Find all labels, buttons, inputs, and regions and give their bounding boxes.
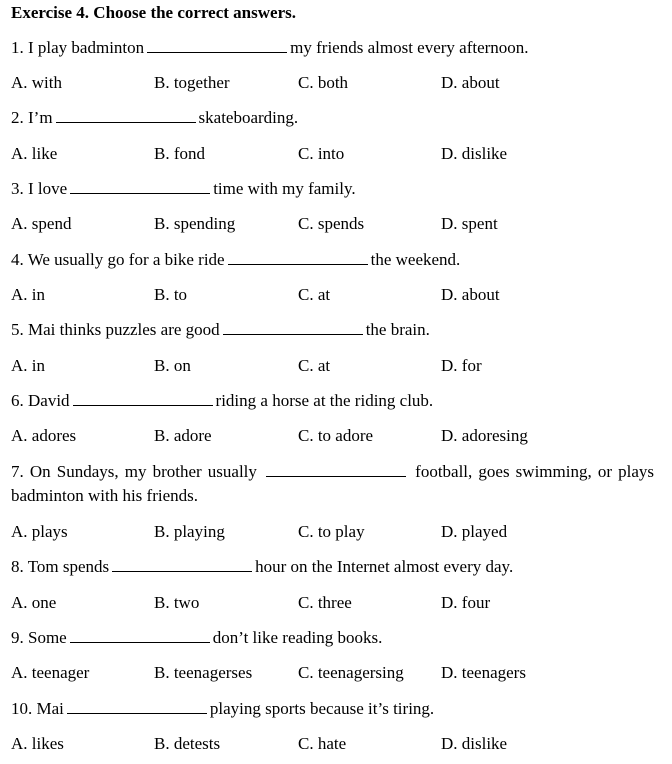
question-7: [11, 460, 654, 508]
question-10: [11, 697, 434, 721]
question-9: [11, 626, 382, 650]
option-c: C. three: [298, 593, 352, 612]
option-d: D. adoresing: [441, 426, 528, 445]
option-b: B. adore: [154, 426, 212, 445]
option-b: B. teenagerses: [154, 663, 253, 682]
answer-blank: [70, 628, 210, 643]
exercise-title: Exercise 4. Choose the correct answers.: [11, 3, 296, 22]
question-10-text: 10. Mai: [11, 699, 64, 718]
option-a: A. plays: [11, 522, 68, 541]
question-8: [11, 555, 513, 579]
question-1-continuation: my friends almost every afternoon.: [290, 38, 529, 57]
option-b: B. fond: [154, 144, 205, 163]
option-a: A. adores: [11, 426, 77, 445]
option-c: C. teenagersing: [298, 663, 404, 682]
option-d: D. dislike: [441, 734, 508, 753]
option-c: C. at: [298, 285, 331, 304]
question-9-continuation: don’t like reading books.: [212, 628, 383, 647]
question-8-text: 8. Tom spends: [11, 557, 110, 576]
option-c: C. spends: [298, 214, 365, 233]
question-6-text: 6. David: [11, 391, 70, 410]
option-a: A. spend: [11, 214, 72, 233]
option-a: A. one: [11, 593, 57, 612]
option-d: D. about: [441, 73, 500, 92]
question-7-text: 7. On Sundays, my brother usually: [11, 462, 257, 481]
question-6-continuation: riding a horse at the riding club.: [215, 391, 434, 410]
answer-blank: [147, 38, 287, 53]
question-3-text: 3. I love: [11, 179, 68, 198]
question-4-continuation: the weekend.: [370, 250, 461, 269]
option-d: D. four: [441, 593, 491, 612]
question-3-continuation: time with my family.: [213, 179, 356, 198]
option-c: C. both: [298, 73, 349, 92]
option-b: B. to: [154, 285, 188, 304]
option-d: D. spent: [441, 214, 498, 233]
option-c: C. at: [298, 356, 331, 375]
option-d: D. about: [441, 285, 500, 304]
option-b: B. together: [154, 73, 230, 92]
answer-blank: [73, 391, 213, 406]
question-2-continuation: skateboarding.: [198, 108, 299, 127]
question-7-continuation: football, goes swimming, or plays badminton with his friends.: [11, 462, 654, 505]
question-4: [11, 248, 460, 272]
option-a: A. likes: [11, 734, 64, 753]
question-5: [11, 318, 430, 342]
option-c: C. hate: [298, 734, 347, 753]
option-c: C. to adore: [298, 426, 374, 445]
question-2: [11, 106, 298, 130]
option-a: A. in: [11, 285, 45, 304]
option-b: B. playing: [154, 522, 225, 541]
question-8-continuation: hour on the Internet almost every day.: [255, 557, 514, 576]
option-d: D. for: [441, 356, 482, 375]
option-b: B. two: [154, 593, 200, 612]
answer-blank: [228, 250, 368, 265]
question-6: [11, 389, 433, 413]
question-5-text: 5. Mai thinks puzzles are good: [11, 320, 220, 339]
option-b: B. on: [154, 356, 191, 375]
question-1: [11, 36, 529, 60]
option-a: A. like: [11, 144, 58, 163]
question-10-continuation: playing sports because it’s tiring.: [209, 699, 435, 718]
option-b: B. spending: [154, 214, 236, 233]
question-5-continuation: the brain.: [365, 320, 430, 339]
answer-blank: [67, 699, 207, 714]
answer-blank: [56, 108, 196, 123]
answer-blank: [70, 179, 210, 194]
option-d: D. teenagers: [441, 663, 526, 682]
option-d: D. played: [441, 522, 508, 541]
option-a: A. with: [11, 73, 62, 92]
option-d: D. dislike: [441, 144, 508, 163]
question-9-text: 9. Some: [11, 628, 67, 647]
option-a: A. teenager: [11, 663, 90, 682]
question-4-text: 4. We usually go for a bike ride: [11, 250, 225, 269]
question-3: [11, 177, 356, 201]
option-c: C. to play: [298, 522, 365, 541]
option-b: B. detests: [154, 734, 221, 753]
question-1-text: 1. I play badminton: [11, 38, 145, 57]
option-a: A. in: [11, 356, 45, 375]
answer-blank: [223, 320, 363, 335]
option-c: C. into: [298, 144, 345, 163]
question-2-text: 2. I’m: [11, 108, 53, 127]
answer-blank: [112, 557, 252, 572]
answer-blank: [266, 462, 406, 477]
